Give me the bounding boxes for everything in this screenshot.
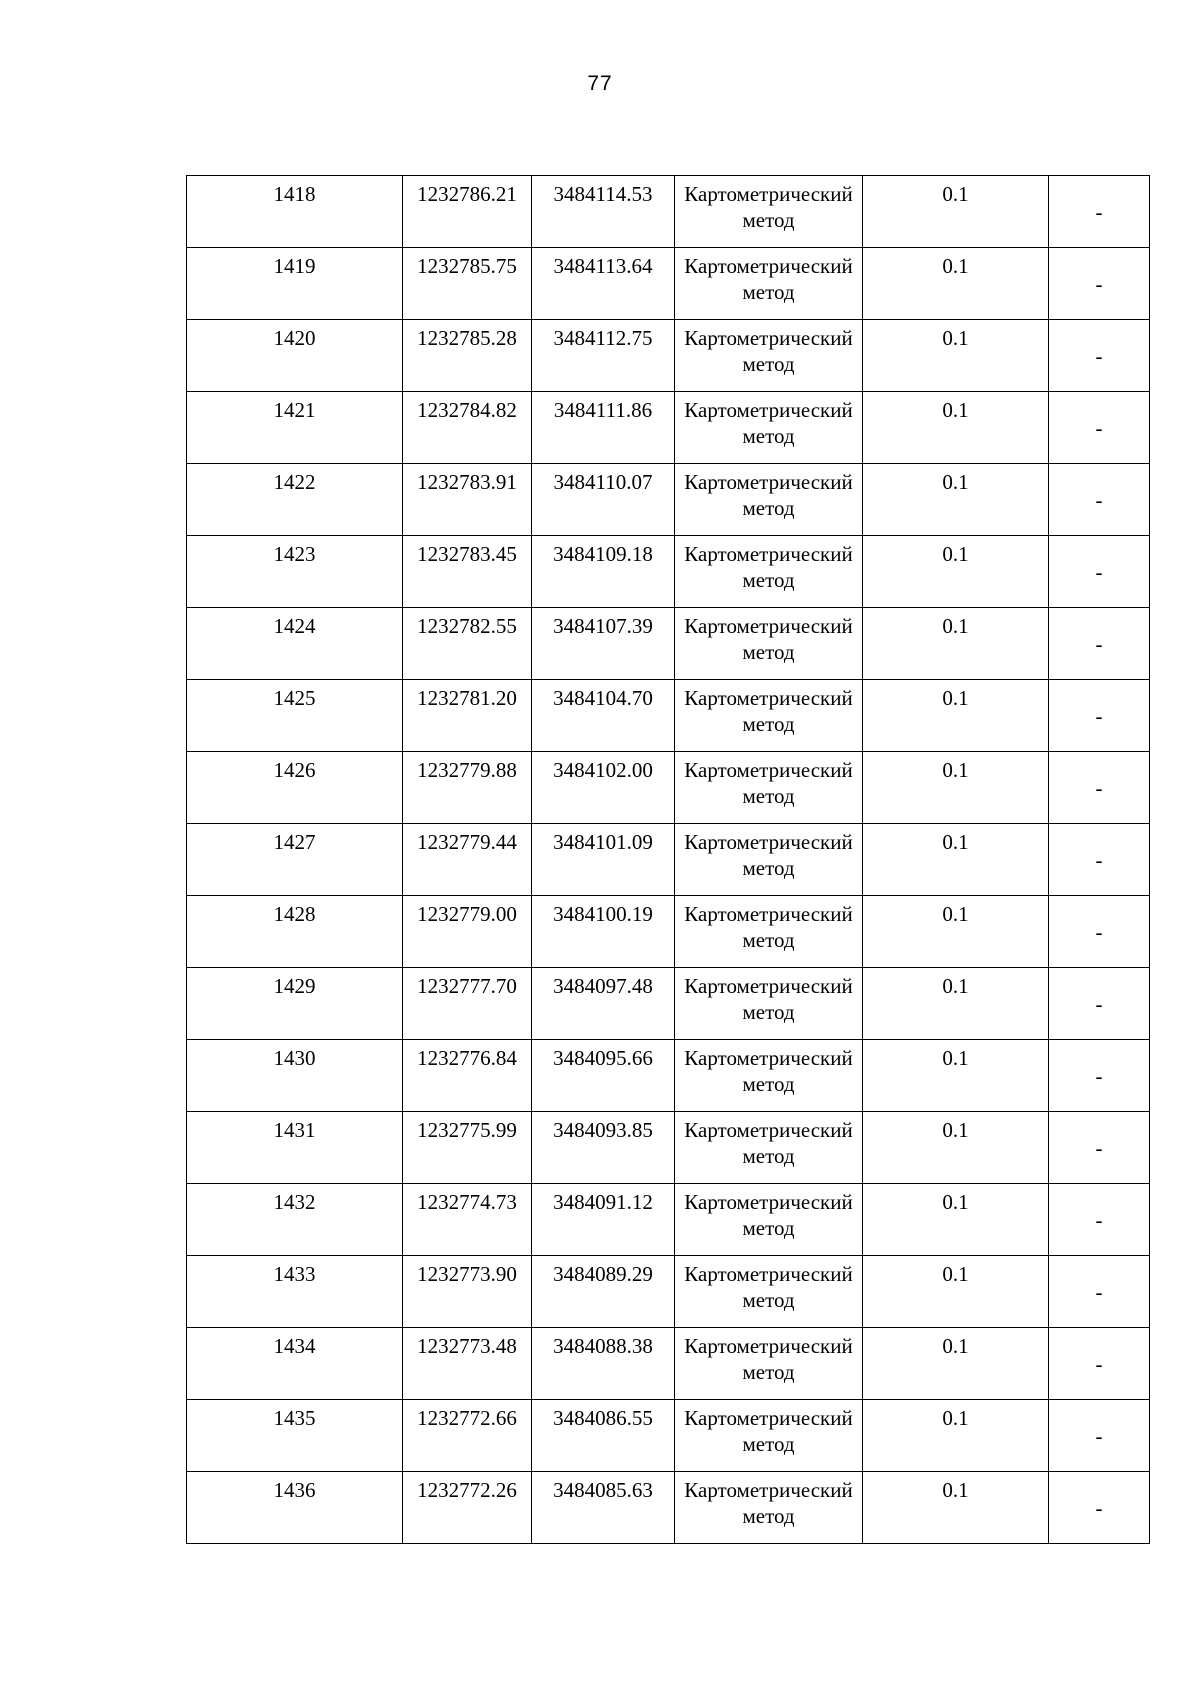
x-coordinate-cell	[403, 968, 532, 1040]
x-coordinate-cell-text: 1232781.20	[417, 686, 517, 710]
x-coordinate-cell	[403, 752, 532, 824]
y-coordinate-cell-text: 3484086.55	[553, 1406, 653, 1430]
note-cell: -	[1049, 464, 1150, 536]
method-line-2: метод	[742, 784, 795, 808]
accuracy-cell	[863, 680, 1049, 752]
method-cell	[675, 1112, 863, 1184]
table-row	[187, 968, 1150, 1040]
y-coordinate-cell	[532, 896, 675, 968]
method-line-1: Картометрический	[684, 326, 853, 350]
accuracy-cell-text: 0.1	[942, 758, 969, 782]
method-cell	[675, 1256, 863, 1328]
x-coordinate-cell	[403, 392, 532, 464]
method-line-2: метод	[742, 424, 795, 448]
note-cell: -	[1049, 896, 1150, 968]
x-coordinate-cell	[403, 536, 532, 608]
table-row	[187, 464, 1150, 536]
x-coordinate-cell-text: 1232775.99	[417, 1118, 517, 1142]
y-coordinate-cell-text: 3484104.70	[553, 686, 653, 710]
method-line-1: Картометрический	[684, 542, 853, 566]
x-coordinate-cell	[403, 1472, 532, 1544]
method-line-2: метод	[742, 280, 795, 304]
y-coordinate-cell	[532, 1472, 675, 1544]
point-number-cell-text: 1432	[273, 1190, 316, 1214]
y-coordinate-cell-text: 3484091.12	[553, 1190, 653, 1214]
accuracy-cell	[863, 1040, 1049, 1112]
point-number-cell-text: 1420	[273, 326, 316, 350]
accuracy-cell	[863, 1472, 1049, 1544]
point-number-cell	[187, 248, 403, 320]
note-cell: -	[1049, 1040, 1150, 1112]
method-line-2: метод	[742, 1432, 795, 1456]
point-number-cell-text: 1427	[273, 830, 316, 854]
note-cell: -	[1049, 1400, 1150, 1472]
note-cell: -	[1049, 968, 1150, 1040]
y-coordinate-cell	[532, 680, 675, 752]
x-coordinate-cell-text: 1232776.84	[417, 1046, 517, 1070]
y-coordinate-cell-text: 3484093.85	[553, 1118, 653, 1142]
point-number-cell-text: 1436	[273, 1478, 316, 1502]
accuracy-cell	[863, 1400, 1049, 1472]
y-coordinate-cell	[532, 1184, 675, 1256]
note-cell: -	[1049, 176, 1150, 248]
point-number-cell-text: 1426	[273, 758, 316, 782]
note-cell: -	[1049, 1184, 1150, 1256]
y-coordinate-cell-text: 3484100.19	[553, 902, 653, 926]
x-coordinate-cell-text: 1232774.73	[417, 1190, 517, 1214]
point-number-cell	[187, 1184, 403, 1256]
table-row	[187, 536, 1150, 608]
accuracy-cell-text: 0.1	[942, 830, 969, 854]
accuracy-cell-text: 0.1	[942, 1190, 969, 1214]
method-line-2: метод	[742, 496, 795, 520]
point-number-cell	[187, 752, 403, 824]
x-coordinate-cell-text: 1232782.55	[417, 614, 517, 638]
method-line-1: Картометрический	[684, 1334, 853, 1358]
accuracy-cell-text: 0.1	[942, 1406, 969, 1430]
method-line-2: метод	[742, 1072, 795, 1096]
y-coordinate-cell	[532, 176, 675, 248]
y-coordinate-cell-text: 3484114.53	[553, 182, 653, 206]
y-coordinate-cell	[532, 536, 675, 608]
x-coordinate-cell	[403, 608, 532, 680]
point-number-cell	[187, 680, 403, 752]
x-coordinate-cell-text: 1232773.48	[417, 1334, 517, 1358]
accuracy-cell-text: 0.1	[942, 974, 969, 998]
accuracy-cell	[863, 1184, 1049, 1256]
point-number-cell	[187, 1040, 403, 1112]
y-coordinate-cell	[532, 1328, 675, 1400]
y-coordinate-cell	[532, 464, 675, 536]
coordinates-table-body	[187, 176, 1150, 1544]
point-number-cell	[187, 536, 403, 608]
x-coordinate-cell-text: 1232779.00	[417, 902, 517, 926]
method-cell	[675, 392, 863, 464]
method-line-2: метод	[742, 712, 795, 736]
y-coordinate-cell-text: 3484111.86	[553, 398, 653, 422]
method-line-2: метод	[742, 208, 795, 232]
accuracy-cell	[863, 1112, 1049, 1184]
method-line-1: Картометрический	[684, 1406, 853, 1430]
note-cell: -	[1049, 824, 1150, 896]
method-line-1: Картометрический	[684, 902, 853, 926]
note-cell: -	[1049, 392, 1150, 464]
point-number-cell-text: 1428	[273, 902, 316, 926]
point-number-cell-text: 1430	[273, 1046, 316, 1070]
x-coordinate-cell	[403, 896, 532, 968]
accuracy-cell-text: 0.1	[942, 1046, 969, 1070]
accuracy-cell-text: 0.1	[942, 686, 969, 710]
y-coordinate-cell-text: 3484101.09	[553, 830, 653, 854]
x-coordinate-cell-text: 1232779.88	[417, 758, 517, 782]
point-number-cell	[187, 968, 403, 1040]
x-coordinate-cell	[403, 1184, 532, 1256]
x-coordinate-cell	[403, 248, 532, 320]
method-cell	[675, 896, 863, 968]
accuracy-cell-text: 0.1	[942, 1118, 969, 1142]
point-number-cell	[187, 1472, 403, 1544]
point-number-cell-text: 1418	[273, 182, 316, 206]
accuracy-cell-text: 0.1	[942, 326, 969, 350]
table-row	[187, 1112, 1150, 1184]
accuracy-cell-text: 0.1	[942, 470, 969, 494]
table-row	[187, 1400, 1150, 1472]
y-coordinate-cell-text: 3484085.63	[553, 1478, 653, 1502]
y-coordinate-cell	[532, 752, 675, 824]
method-line-1: Картометрический	[684, 758, 853, 782]
method-line-1: Картометрический	[684, 686, 853, 710]
x-coordinate-cell-text: 1232785.28	[417, 326, 517, 350]
y-coordinate-cell	[532, 248, 675, 320]
method-cell	[675, 1400, 863, 1472]
method-line-2: метод	[742, 1288, 795, 1312]
accuracy-cell-text: 0.1	[942, 1478, 969, 1502]
method-line-2: метод	[742, 1216, 795, 1240]
method-cell	[675, 464, 863, 536]
point-number-cell-text: 1435	[273, 1406, 316, 1430]
note-cell: -	[1049, 1112, 1150, 1184]
x-coordinate-cell	[403, 1328, 532, 1400]
accuracy-cell	[863, 464, 1049, 536]
y-coordinate-cell	[532, 1040, 675, 1112]
y-coordinate-cell	[532, 968, 675, 1040]
method-line-1: Картометрический	[684, 974, 853, 998]
accuracy-cell	[863, 320, 1049, 392]
accuracy-cell	[863, 1256, 1049, 1328]
x-coordinate-cell-text: 1232785.75	[417, 254, 517, 278]
x-coordinate-cell-text: 1232772.26	[417, 1478, 517, 1502]
point-number-cell-text: 1434	[273, 1334, 316, 1358]
accuracy-cell	[863, 536, 1049, 608]
point-number-cell-text: 1433	[273, 1262, 316, 1286]
point-number-cell	[187, 320, 403, 392]
method-line-1: Картометрический	[684, 470, 853, 494]
point-number-cell	[187, 392, 403, 464]
accuracy-cell-text: 0.1	[942, 1262, 969, 1286]
note-cell: -	[1049, 248, 1150, 320]
point-number-cell-text: 1419	[273, 254, 316, 278]
y-coordinate-cell-text: 3484113.64	[553, 254, 653, 278]
method-cell	[675, 536, 863, 608]
x-coordinate-cell	[403, 1112, 532, 1184]
table-row	[187, 248, 1150, 320]
y-coordinate-cell	[532, 1256, 675, 1328]
x-coordinate-cell	[403, 1040, 532, 1112]
method-line-1: Картометрический	[684, 1478, 853, 1502]
point-number-cell	[187, 824, 403, 896]
y-coordinate-cell-text: 3484095.66	[553, 1046, 653, 1070]
x-coordinate-cell	[403, 464, 532, 536]
x-coordinate-cell	[403, 176, 532, 248]
y-coordinate-cell	[532, 1400, 675, 1472]
note-cell: -	[1049, 1256, 1150, 1328]
method-cell	[675, 248, 863, 320]
accuracy-cell-text: 0.1	[942, 254, 969, 278]
point-number-cell-text: 1424	[273, 614, 316, 638]
point-number-cell-text: 1423	[273, 542, 316, 566]
x-coordinate-cell-text: 1232773.90	[417, 1262, 517, 1286]
point-number-cell	[187, 464, 403, 536]
method-cell	[675, 1040, 863, 1112]
method-cell	[675, 608, 863, 680]
note-cell: -	[1049, 680, 1150, 752]
note-cell: -	[1049, 1472, 1150, 1544]
point-number-cell-text: 1429	[273, 974, 316, 998]
accuracy-cell	[863, 176, 1049, 248]
y-coordinate-cell-text: 3484112.75	[553, 326, 653, 350]
accuracy-cell	[863, 608, 1049, 680]
accuracy-cell-text: 0.1	[942, 902, 969, 926]
method-cell	[675, 1472, 863, 1544]
table-row	[187, 896, 1150, 968]
point-number-cell	[187, 1400, 403, 1472]
x-coordinate-cell-text: 1232783.91	[417, 470, 517, 494]
method-cell	[675, 824, 863, 896]
method-line-2: метод	[742, 856, 795, 880]
method-cell	[675, 176, 863, 248]
x-coordinate-cell	[403, 320, 532, 392]
x-coordinate-cell-text: 1232772.66	[417, 1406, 517, 1430]
table-row	[187, 320, 1150, 392]
x-coordinate-cell	[403, 680, 532, 752]
coordinates-table	[186, 175, 1150, 1544]
method-line-2: метод	[742, 1144, 795, 1168]
note-cell: -	[1049, 536, 1150, 608]
method-line-1: Картометрический	[684, 398, 853, 422]
method-line-2: метод	[742, 1000, 795, 1024]
y-coordinate-cell-text: 3484102.00	[553, 758, 653, 782]
point-number-cell-text: 1422	[273, 470, 316, 494]
x-coordinate-cell-text: 1232786.21	[417, 182, 517, 206]
note-cell: -	[1049, 752, 1150, 824]
y-coordinate-cell	[532, 392, 675, 464]
method-line-2: метод	[742, 352, 795, 376]
page-number: 77	[587, 72, 613, 95]
x-coordinate-cell	[403, 824, 532, 896]
accuracy-cell	[863, 392, 1049, 464]
table-row	[187, 1472, 1150, 1544]
y-coordinate-cell-text: 3484089.29	[553, 1262, 653, 1286]
point-number-cell	[187, 1328, 403, 1400]
table-row	[187, 1040, 1150, 1112]
note-cell: -	[1049, 608, 1150, 680]
accuracy-cell	[863, 248, 1049, 320]
y-coordinate-cell	[532, 608, 675, 680]
point-number-cell-text: 1431	[273, 1118, 316, 1142]
table-row	[187, 392, 1150, 464]
method-line-1: Картометрический	[684, 1190, 853, 1214]
method-cell	[675, 752, 863, 824]
method-cell	[675, 1184, 863, 1256]
point-number-cell-text: 1421	[273, 398, 316, 422]
table-row	[187, 824, 1150, 896]
method-line-2: метод	[742, 568, 795, 592]
note-cell: -	[1049, 1328, 1150, 1400]
note-cell: -	[1049, 320, 1150, 392]
table-row	[187, 680, 1150, 752]
y-coordinate-cell-text: 3484088.38	[553, 1334, 653, 1358]
method-cell	[675, 680, 863, 752]
method-line-1: Картометрический	[684, 614, 853, 638]
table-row	[187, 608, 1150, 680]
method-line-1: Картометрический	[684, 254, 853, 278]
accuracy-cell-text: 0.1	[942, 614, 969, 638]
point-number-cell	[187, 176, 403, 248]
method-cell	[675, 1328, 863, 1400]
x-coordinate-cell	[403, 1256, 532, 1328]
method-line-2: метод	[742, 1360, 795, 1384]
method-line-1: Картометрический	[684, 1118, 853, 1142]
y-coordinate-cell	[532, 824, 675, 896]
x-coordinate-cell-text: 1232779.44	[417, 830, 517, 854]
accuracy-cell	[863, 752, 1049, 824]
x-coordinate-cell-text: 1232777.70	[417, 974, 517, 998]
accuracy-cell	[863, 1328, 1049, 1400]
point-number-cell	[187, 896, 403, 968]
table-row	[187, 1256, 1150, 1328]
method-cell	[675, 968, 863, 1040]
method-line-1: Картометрический	[684, 1046, 853, 1070]
method-line-2: метод	[742, 640, 795, 664]
table-row	[187, 1328, 1150, 1400]
method-line-2: метод	[742, 928, 795, 952]
accuracy-cell-text: 0.1	[942, 542, 969, 566]
table-row	[187, 752, 1150, 824]
y-coordinate-cell	[532, 1112, 675, 1184]
accuracy-cell-text: 0.1	[942, 398, 969, 422]
y-coordinate-cell-text: 3484109.18	[553, 542, 653, 566]
method-line-1: Картометрический	[684, 1262, 853, 1286]
x-coordinate-cell-text: 1232783.45	[417, 542, 517, 566]
accuracy-cell	[863, 968, 1049, 1040]
y-coordinate-cell	[532, 320, 675, 392]
y-coordinate-cell-text: 3484110.07	[553, 470, 653, 494]
accuracy-cell	[863, 896, 1049, 968]
method-line-1: Картометрический	[684, 182, 853, 206]
method-cell	[675, 320, 863, 392]
y-coordinate-cell-text: 3484107.39	[553, 614, 653, 638]
accuracy-cell-text: 0.1	[942, 1334, 969, 1358]
table-row	[187, 1184, 1150, 1256]
table-row	[187, 176, 1150, 248]
accuracy-cell-text: 0.1	[942, 182, 969, 206]
point-number-cell-text: 1425	[273, 686, 316, 710]
method-line-2: метод	[742, 1504, 795, 1528]
accuracy-cell	[863, 824, 1049, 896]
point-number-cell	[187, 1256, 403, 1328]
point-number-cell	[187, 1112, 403, 1184]
x-coordinate-cell	[403, 1400, 532, 1472]
y-coordinate-cell-text: 3484097.48	[553, 974, 653, 998]
method-line-1: Картометрический	[684, 830, 853, 854]
x-coordinate-cell-text: 1232784.82	[417, 398, 517, 422]
point-number-cell	[187, 608, 403, 680]
